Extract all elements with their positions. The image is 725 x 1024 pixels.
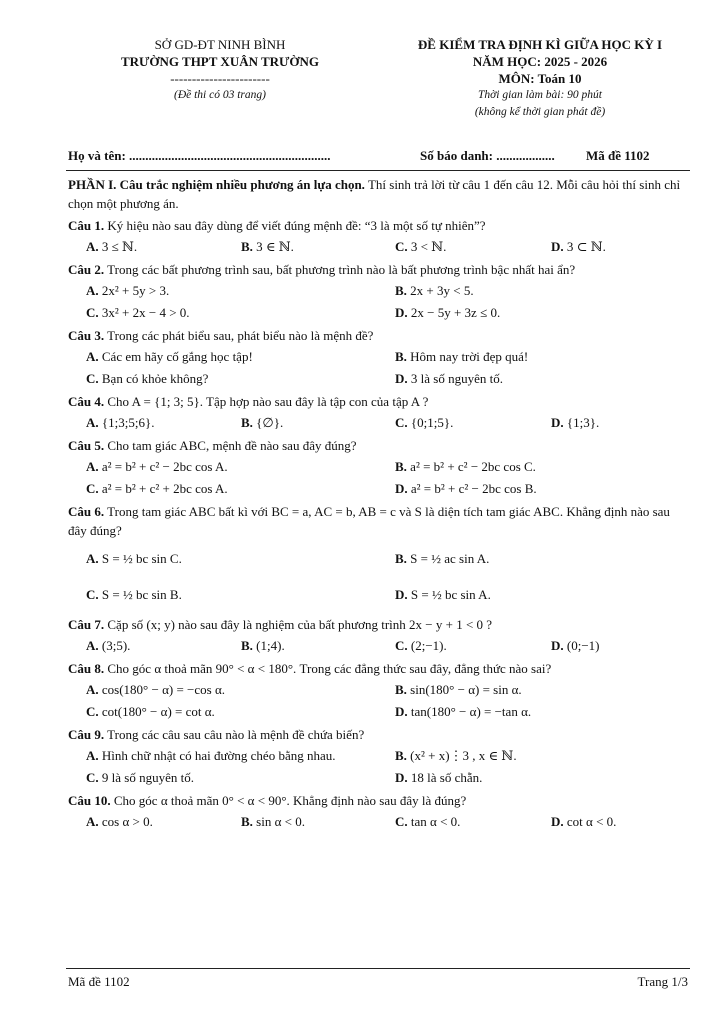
option-a[interactable]: A. Các em hãy cố gắng học tập! bbox=[86, 349, 253, 364]
question: Câu 2. Trong các bất phương trình sau, bất phương trình nào là bất phương trình bậc nhất hai ẩn? bbox=[68, 262, 576, 277]
option-c[interactable]: C. 3 < ℕ. bbox=[395, 239, 447, 254]
option-c[interactable]: C. (2;−1). bbox=[395, 638, 447, 653]
option-a[interactable]: A. 3 ≤ ℕ. bbox=[86, 239, 138, 254]
department: SỞ GD-ĐT NINH BÌNH bbox=[154, 37, 286, 52]
option-a[interactable]: A. cos(180° − α) = −cos α. bbox=[86, 682, 226, 697]
option-row bbox=[68, 810, 690, 832]
subject: MÔN: Toán 10 bbox=[498, 71, 582, 86]
option-c[interactable]: C. tan α < 0. bbox=[395, 814, 461, 829]
question: Câu 10. Cho góc α thoả mãn 0° < α < 90°. Khẳng định nào sau đây là đúng? bbox=[68, 793, 467, 808]
option-b[interactable]: B. Hôm nay trời đẹp quá! bbox=[395, 349, 529, 364]
candidate-number-field: Số báo danh: .................. bbox=[420, 148, 555, 163]
option-row bbox=[68, 477, 690, 499]
option-row bbox=[68, 279, 690, 301]
option-c[interactable]: C. 3x² + 2x − 4 > 0. bbox=[86, 305, 190, 320]
option-row bbox=[68, 576, 690, 612]
option-d[interactable]: D. 18 là số chẵn. bbox=[395, 770, 483, 785]
page-number: Trang 1/3 bbox=[637, 974, 688, 989]
option-row bbox=[68, 634, 690, 656]
option-b[interactable]: B. sin(180° − α) = sin α. bbox=[395, 682, 522, 697]
question: Câu 7. Cặp số (x; y) nào sau đây là nghiệm của bất phương trình 2x − y + 1 < 0 ? bbox=[68, 617, 493, 632]
question: Câu 4. Cho A = {1; 3; 5}. Tập hợp nào sau đây là tập con của tập A ? bbox=[68, 394, 429, 409]
option-row bbox=[68, 455, 690, 477]
option-c[interactable]: C. Bạn có khỏe không? bbox=[86, 371, 209, 386]
option-a[interactable]: A. a² = b² + c² − 2bc cos A. bbox=[86, 459, 228, 474]
option-c[interactable]: C. 9 là số nguyên tố. bbox=[86, 770, 194, 785]
option-b[interactable]: B. a² = b² + c² − 2bc cos C. bbox=[395, 459, 536, 474]
header-left bbox=[90, 36, 350, 104]
header-right bbox=[385, 36, 695, 121]
option-b[interactable]: B. {∅}. bbox=[241, 415, 284, 430]
option-b[interactable]: B. sin α < 0. bbox=[241, 814, 305, 829]
time-note: (không kể thời gian phát đề) bbox=[474, 106, 606, 118]
option-c[interactable]: C. S = ½ bc sin B. bbox=[86, 587, 182, 602]
option-row bbox=[68, 301, 690, 323]
question: Câu 5. Cho tam giác ABC, mệnh đề nào sau đây đúng? bbox=[68, 438, 357, 453]
candidate-id-line bbox=[68, 148, 688, 164]
option-b[interactable]: B. (1;4). bbox=[241, 638, 285, 653]
candidate-name-field: Họ và tên: .............................................................. bbox=[68, 148, 331, 163]
footer-rule bbox=[66, 968, 690, 969]
option-b[interactable]: B. S = ½ ac sin A. bbox=[395, 551, 490, 566]
question-list bbox=[68, 175, 690, 832]
option-d[interactable]: D. 3 ⊂ ℕ. bbox=[551, 239, 606, 254]
option-row bbox=[68, 540, 690, 576]
question: Câu 9. Trong các câu sau câu nào là mệnh đề chứa biến? bbox=[68, 727, 365, 742]
question: Câu 6. Trong tam giác ABC bất kì với BC = a, AC = b, AB = c và S là diện tích tam giác ABC. Khẳng định nào sau đây đúng? bbox=[68, 504, 670, 538]
option-c[interactable]: C. a² = b² + c² + 2bc cos A. bbox=[86, 481, 228, 496]
option-d[interactable]: D. (0;−1) bbox=[551, 638, 600, 653]
option-row bbox=[68, 345, 690, 367]
divider-dashes: ----------------------- bbox=[170, 71, 270, 86]
option-a[interactable]: A. cos α > 0. bbox=[86, 814, 153, 829]
time-limit: Thời gian làm bài: 90 phút bbox=[477, 89, 603, 101]
option-row bbox=[68, 367, 690, 389]
option-c[interactable]: C. cot(180° − α) = cot α. bbox=[86, 704, 215, 719]
question: Câu 3. Trong các phát biểu sau, phát biểu nào là mệnh đề? bbox=[68, 328, 374, 343]
footer-exam-code: Mã đề 1102 bbox=[68, 974, 130, 989]
option-row bbox=[68, 678, 690, 700]
option-d[interactable]: D. 2x − 5y + 3z ≤ 0. bbox=[395, 305, 501, 320]
part-heading: PHẦN I. Câu trắc nghiệm nhiều phương án lựa chọn. Thí sinh trả lời từ câu 1 đến câu 12. Mỗi câu hỏi thí sinh chỉ chọn một phương án. bbox=[68, 177, 681, 211]
option-a[interactable]: A. 2x² + 5y > 3. bbox=[86, 283, 170, 298]
option-row bbox=[68, 411, 690, 433]
option-a[interactable]: A. (3;5). bbox=[86, 638, 131, 653]
option-c[interactable]: C. {0;1;5}. bbox=[395, 415, 454, 430]
page-footer bbox=[68, 974, 688, 990]
option-a[interactable]: A. Hình chữ nhật có hai đường chéo bằng nhau. bbox=[86, 748, 336, 763]
option-b[interactable]: B. 2x + 3y < 5. bbox=[395, 283, 474, 298]
option-row bbox=[68, 235, 690, 257]
pages-note: (Đề thi có 03 trang) bbox=[174, 89, 266, 101]
question: Câu 8. Cho góc α thoả mãn 90° < α < 180°. Trong các đẳng thức sau đây, đẳng thức nào sai? bbox=[68, 661, 552, 676]
option-d[interactable]: D. S = ½ bc sin A. bbox=[395, 587, 491, 602]
option-d[interactable]: D. cot α < 0. bbox=[551, 814, 617, 829]
option-b[interactable]: B. (x² + x)⋮3 , x ∈ ℕ. bbox=[395, 748, 517, 763]
school-year: NĂM HỌC: 2025 - 2026 bbox=[472, 54, 608, 69]
option-a[interactable]: A. {1;3;5;6}. bbox=[86, 415, 155, 430]
question: Câu 1. Ký hiệu nào sau đây dùng để viết đúng mệnh đề: “3 là một số tự nhiên”? bbox=[68, 218, 486, 233]
option-row bbox=[68, 744, 690, 766]
option-d[interactable]: D. {1;3}. bbox=[551, 415, 600, 430]
school-name: TRƯỜNG THPT XUÂN TRƯỜNG bbox=[120, 54, 320, 69]
exam-title: ĐỀ KIỂM TRA ĐỊNH KÌ GIỮA HỌC KỲ I bbox=[417, 37, 663, 52]
option-d[interactable]: D. a² = b² + c² − 2bc cos B. bbox=[395, 481, 537, 496]
option-b[interactable]: B. 3 ∈ ℕ. bbox=[241, 239, 294, 254]
exam-code: Mã đề 1102 bbox=[586, 148, 650, 163]
header-rule bbox=[66, 170, 690, 171]
option-d[interactable]: D. 3 là số nguyên tố. bbox=[395, 371, 503, 386]
option-d[interactable]: D. tan(180° − α) = −tan α. bbox=[395, 704, 532, 719]
option-row bbox=[68, 766, 690, 788]
option-row bbox=[68, 700, 690, 722]
option-a[interactable]: A. S = ½ bc sin C. bbox=[86, 551, 182, 566]
